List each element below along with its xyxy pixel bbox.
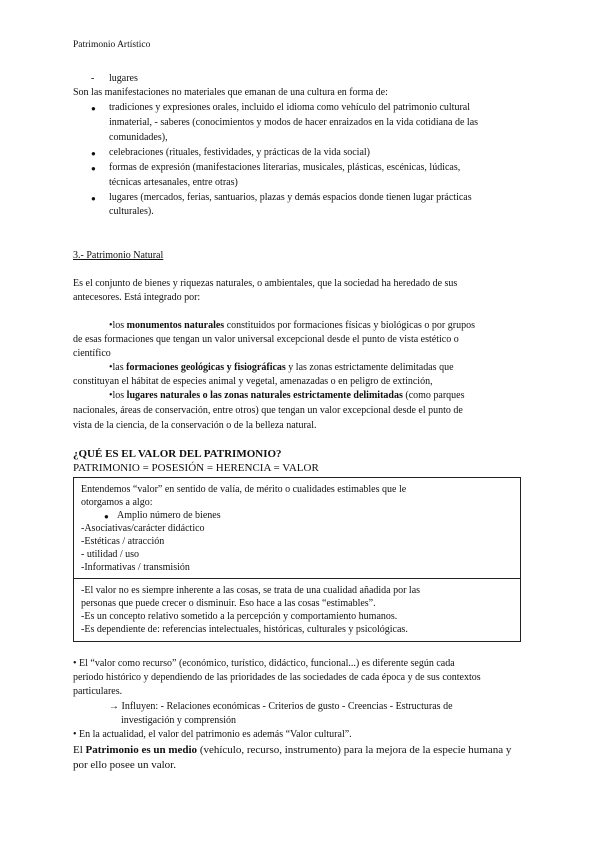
paragraph-line: Es el conjunto de bienes y riquezas naturales, o ambientales, que la sociedad ha heredado de sus: [73, 278, 458, 289]
box-line: -Es un concepto relativo sometido a la percepción y comportamiento humanos.: [81, 611, 398, 622]
influyen-line: → Influyen: - Relaciones económicas - Criterios de gusto - Creencias - Estructuras de: [109, 701, 453, 712]
paragraph-line: antecesores. Está integrado por:: [73, 292, 201, 303]
list-item: culturales).: [109, 206, 154, 217]
list-item: comunidades),: [109, 132, 168, 143]
recurso-line: particulares.: [73, 686, 123, 697]
influyen-line: investigación y comprensión: [121, 715, 236, 726]
list-item: técnicas artesanales, entre otras): [109, 177, 238, 188]
recurso-line: periodo histórico y dependiendo de las prioridades de las sociedades de cada época y de sus contextos: [73, 672, 481, 683]
box-line: -El valor no es siempre inherente a las cosas, se trata de una cualidad añadida por las: [81, 585, 421, 596]
natural-item-3: •los lugares naturales o las zonas naturales estrictamente delimitadas (como parques: [109, 390, 465, 401]
list-item: tradiciones y expresiones orales, incluido el idioma como vehículo del patrimonio cultural: [109, 102, 471, 113]
bullet-dot: ●: [91, 104, 96, 113]
list-item: inmaterial, - saberes (conocimientos y modos de hacer enraizados en la vida cotidiana de las: [109, 117, 479, 128]
paragraph-line: de esas formaciones que tengan un valor universal excepcional desde el punto de vista estético o: [73, 334, 459, 345]
lugares-item: lugares: [109, 73, 138, 84]
bullet-dot: ●: [104, 512, 109, 521]
box-line: -Asociativas/carácter didáctico: [81, 523, 205, 534]
paragraph-line: vista de la ciencia, de la conservación o de la belleza natural.: [73, 420, 317, 431]
final-line: El Patrimonio es un medio (vehículo, recurso, instrumento) para la mejora de la especie humana y: [73, 744, 512, 756]
actualidad-line: • En la actualidad, el valor del patrimonio es además “Valor cultural”.: [73, 729, 352, 740]
box-line: personas que puede crecer o disminuir. Eso hace a las cosas “estimables”.: [81, 598, 376, 609]
paragraph-line: constituyan el hábitat de especies animal y vegetal, amenazadas o en peligro de extinción,: [73, 376, 433, 387]
box-line: Entendemos “valor” en sentido de valía, de mérito o cualidades estimables que le: [81, 484, 407, 495]
page-header: Patrimonio Artístico: [73, 40, 151, 50]
recurso-line: • El “valor como recurso” (económico, turístico, didáctico, funcional...) es diferente según cada: [73, 658, 455, 669]
bullet-dot: ●: [91, 194, 96, 203]
natural-item-2: •las formaciones geológicas y fisiográficas y las zonas estrictamente delimitadas que: [109, 362, 454, 373]
box-line: -Estéticas / atracción: [81, 536, 165, 547]
natural-item-1: •los monumentos naturales constituidos por formaciones físicas y biológicas o por grupos: [109, 320, 475, 331]
paragraph-line: científico: [73, 348, 111, 359]
list-item: lugares (mercados, ferias, santuarios, plazas y demás espacios donde tienen lugar prácticas: [109, 192, 472, 203]
bullet-dot: ●: [91, 164, 96, 173]
box-line: -Es dependiente de: referencias intelectuales, históricas, culturales y psicológicas.: [81, 624, 408, 635]
valor-heading: ¿QUÉ ES EL VALOR DEL PATRIMONIO?: [73, 448, 282, 460]
box-line: Amplio número de bienes: [117, 510, 221, 521]
box-line: -Informativas / transmisión: [81, 562, 190, 573]
paragraph-line: nacionales, áreas de conservación, entre otros) que tengan un valor excepcional desde el punto de: [73, 405, 463, 416]
intro-text: Son las manifestaciones no materiales que emanan de una cultura en forma de:: [73, 87, 388, 98]
valor-equation: PATRIMONIO = POSESIÓN = HERENCIA = VALOR: [73, 462, 319, 474]
section-heading: 3.- Patrimonio Natural: [73, 250, 164, 261]
final-line-2: por ello posee un valor.: [73, 759, 176, 771]
box-line: otorgamos a algo:: [81, 497, 153, 508]
bullet-dot: ●: [91, 149, 96, 158]
box-line: - utilidad / uso: [81, 549, 140, 560]
list-item: celebraciones (rituales, festividades, y prácticas de la vida social): [109, 147, 370, 158]
list-item: formas de expresión (manifestaciones literarias, musicales, plásticas, escénicas, lúdicas,: [109, 162, 461, 173]
dash-marker: -: [91, 73, 95, 84]
